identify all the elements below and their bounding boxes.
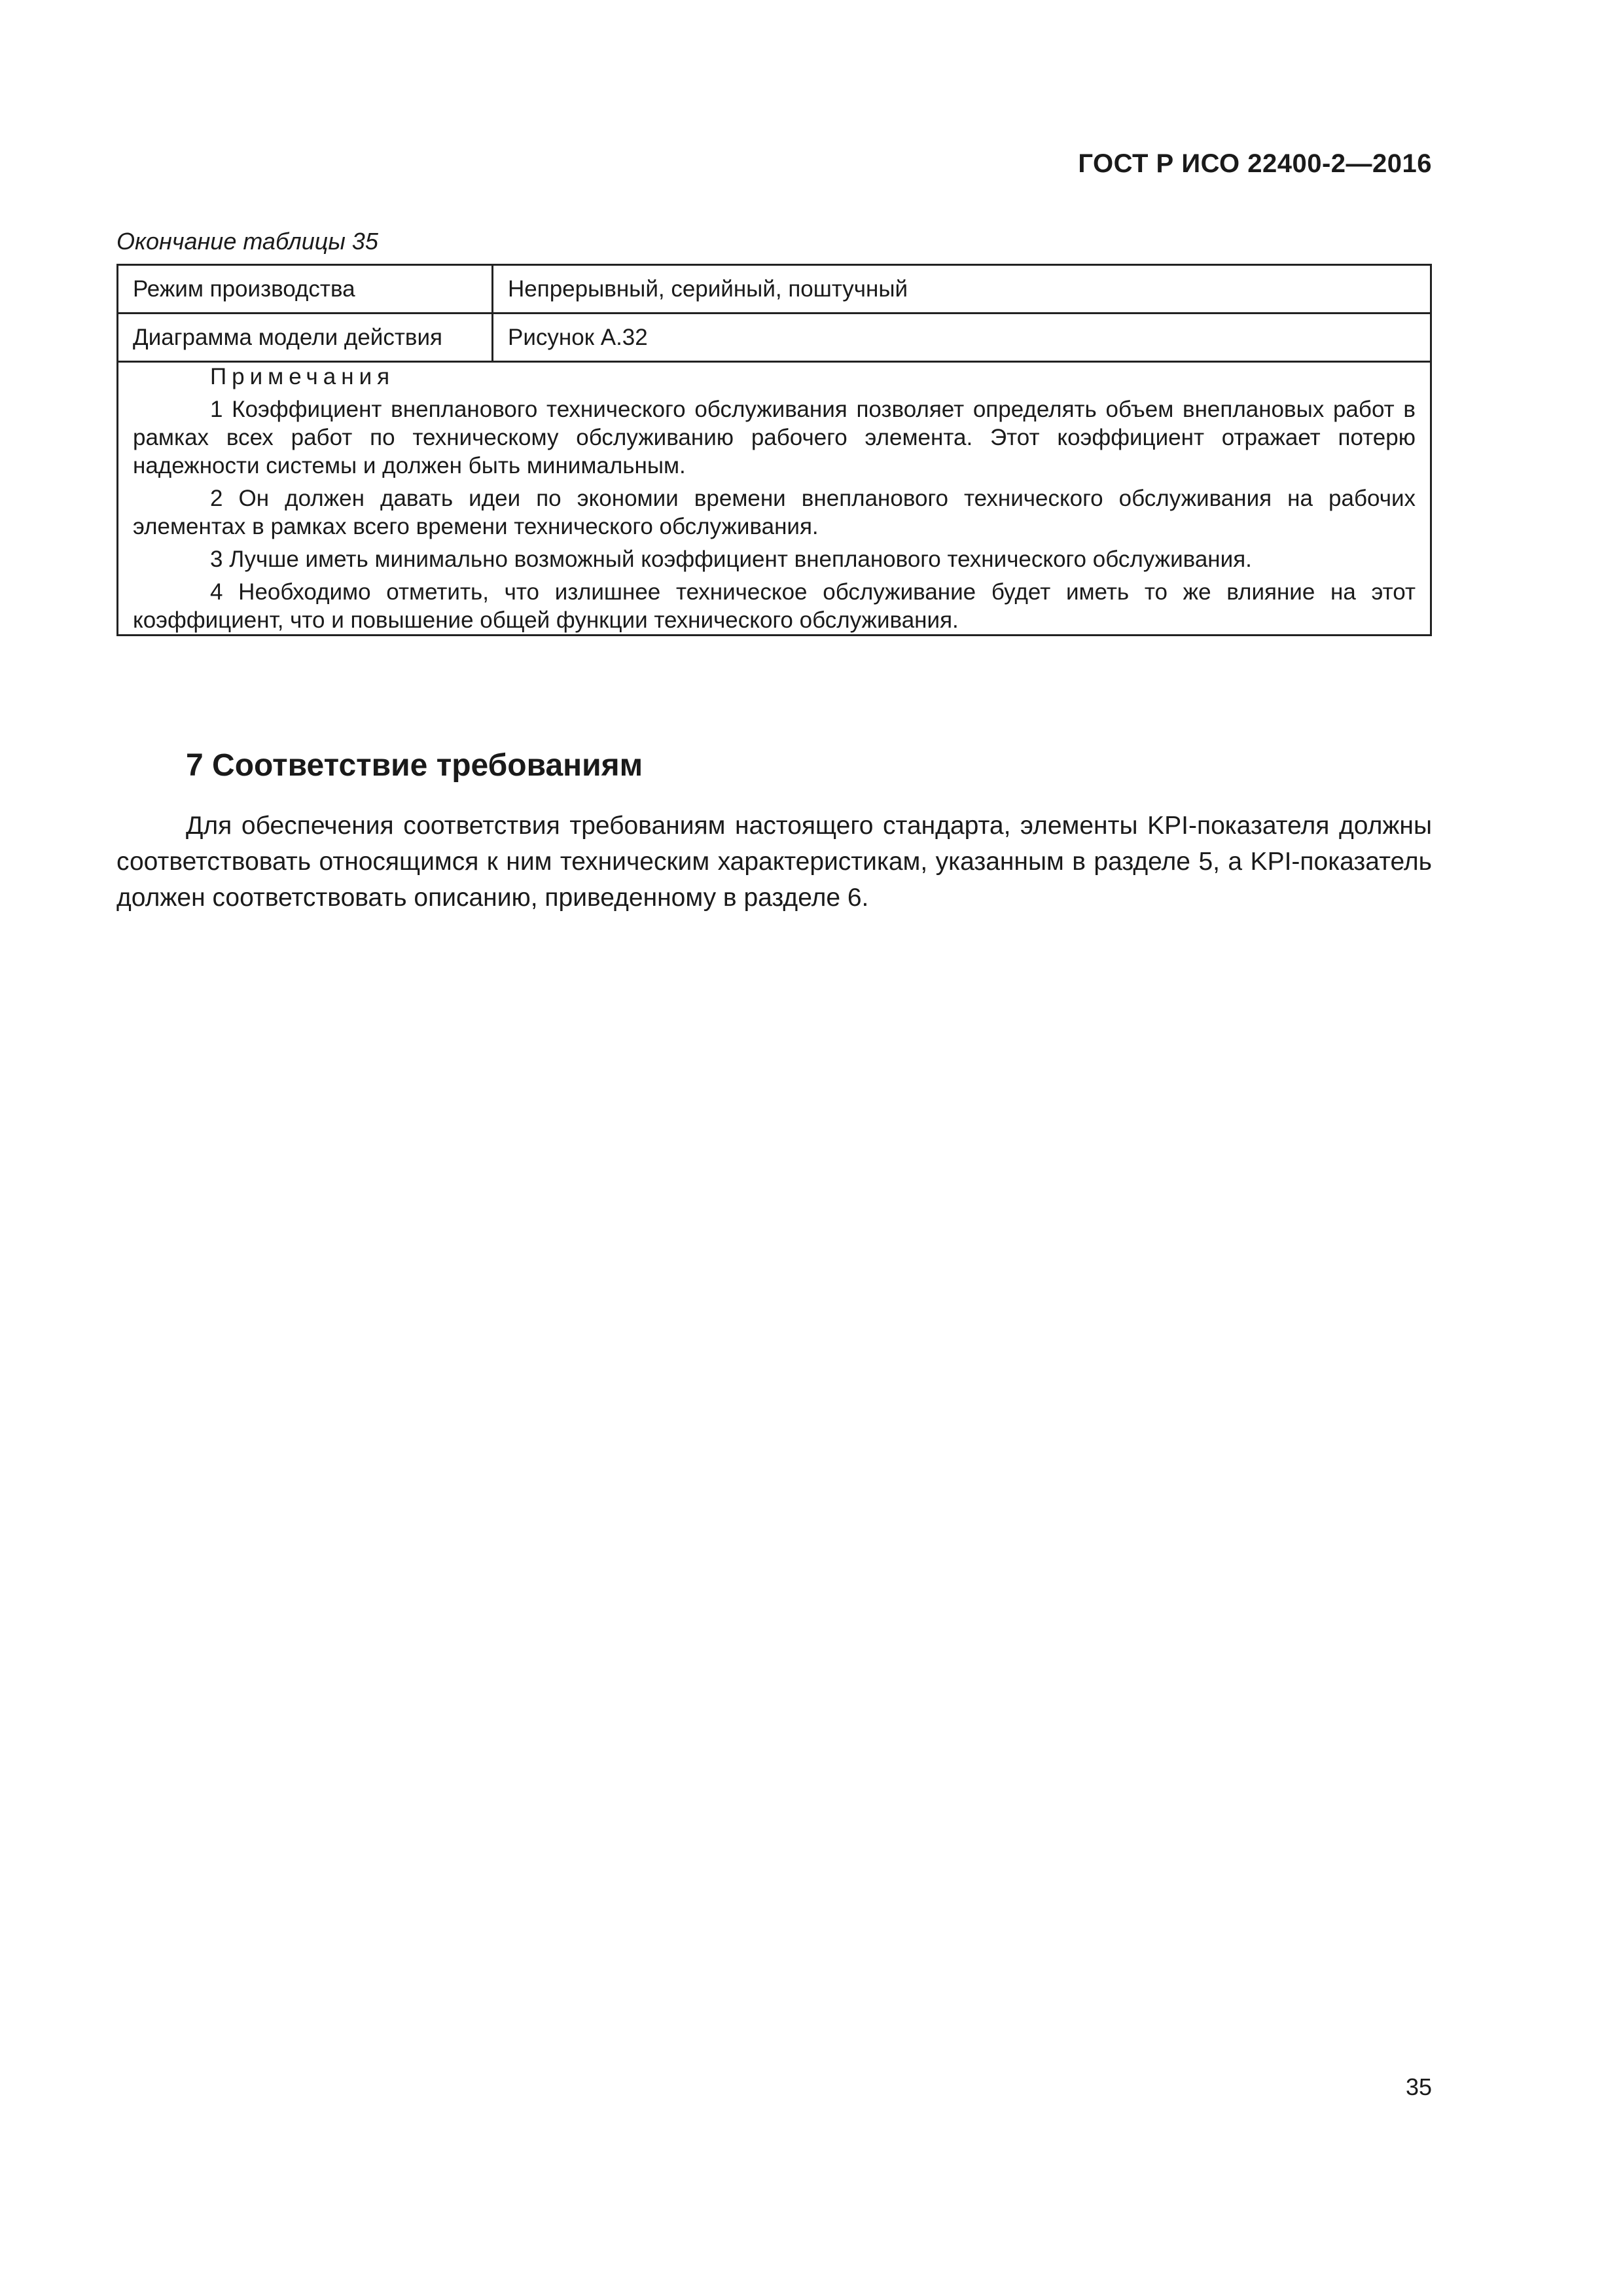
note-item: 3 Лучше иметь минимально возможный коэффициент внепланового технического обслуживания. xyxy=(210,547,1252,572)
notes-row xyxy=(118,362,1431,636)
notes-heading: Примечания xyxy=(210,364,395,389)
table-row xyxy=(118,314,1431,362)
table-cell-label: Диаграмма модели действия xyxy=(118,314,493,362)
indicator-table xyxy=(116,264,1432,636)
table-cell-label: Режим производства xyxy=(118,265,493,314)
table-caption: Окончание таблицы 35 xyxy=(116,228,378,255)
note-item: 4 Необходимо отметить, что излишнее техническое обслуживание будет иметь то же влияние на этот коэффициент, что и повышение общей функции технического обслуживания. xyxy=(133,579,1416,633)
table-cell-value: Непрерывный, серийный, поштучный xyxy=(493,265,1431,314)
notes-cell xyxy=(118,362,1431,636)
note-item: 1 Коэффициент внепланового технического обслуживания позволяет определять объем внеплановых работ в рамках всех работ по техническому обслуживанию рабочего элемента. Этот коэффициент отражает потерю надежности системы и должен быть минимальным. xyxy=(133,397,1416,478)
note-item: 2 Он должен давать идеи по экономии времени внепланового технического обслуживания на рабочих элементах в рамках всего времени технического обслуживания. xyxy=(133,486,1416,539)
section-title: 7 Соответствие требованиям xyxy=(186,748,643,783)
table-cell-value: Рисунок А.32 xyxy=(493,314,1431,362)
table-row xyxy=(118,265,1431,314)
section-paragraph: Для обеспечения соответствия требованиям настоящего стандарта, элементы KPI-показателя должны соответствовать относящимся к ним техническим характеристикам, указанным в разделе 5, а KPI-показатель должен соответствовать описанию, приведенному в разделе 6. xyxy=(116,812,1432,912)
document-code: ГОСТ Р ИСО 22400-2—2016 xyxy=(1078,149,1432,178)
page-number: 35 xyxy=(1405,2073,1432,2100)
